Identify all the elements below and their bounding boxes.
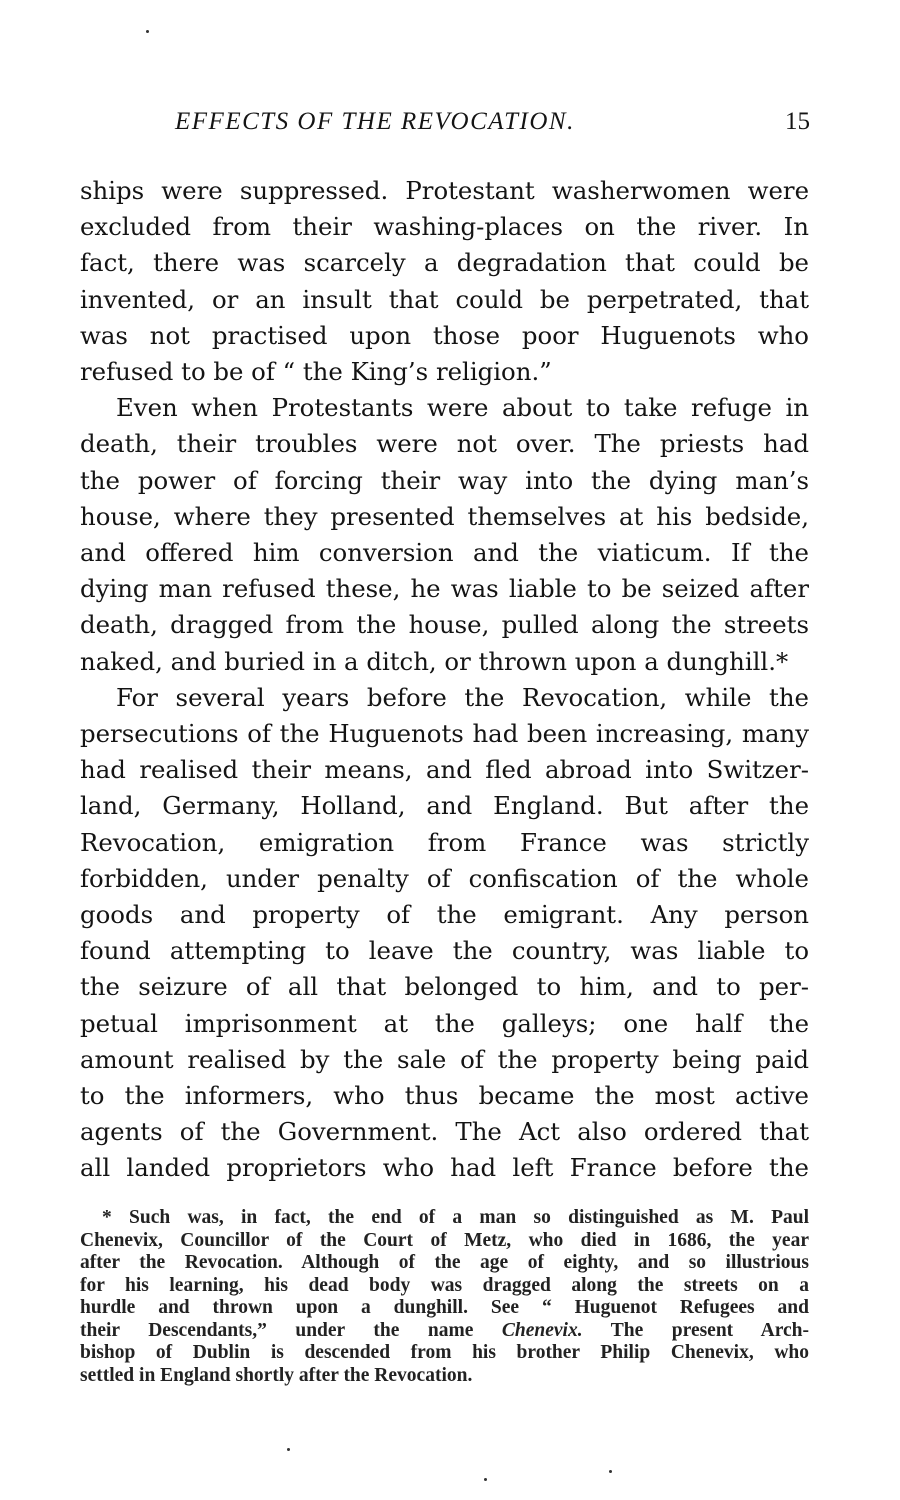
footnote-text: The present Arch- — [582, 1319, 809, 1341]
text-line: the power of forcing their way into the dying man’s — [80, 465, 809, 495]
text-line: the seizure of all that belonged to him, and to per- — [80, 972, 809, 1002]
speck-mark — [287, 1448, 290, 1451]
paragraph-3 — [80, 680, 809, 1187]
paragraph-2 — [80, 390, 809, 680]
text-line: dying man refused these, he was liable to be seized after — [80, 574, 809, 604]
page-header — [80, 100, 810, 140]
text-line: had realised their means, and fled abroad into Switzer- — [80, 755, 809, 785]
footnote-text: their Descendants,” under the name — [80, 1319, 502, 1341]
body-text — [80, 173, 809, 1187]
footnote-line: for his learning, his dead body was dragged along the streets on a — [80, 1274, 809, 1296]
text-line: ships were suppressed. Protestant washerwomen were — [80, 176, 809, 205]
speck-mark — [484, 1478, 487, 1481]
text-line: death, their troubles were not over. The priests had — [80, 429, 809, 459]
paragraph-1 — [80, 173, 809, 390]
text-line: land, Germany, Holland, and England. But after the — [80, 791, 809, 821]
text-line: goods and property of the emigrant. Any person — [80, 900, 809, 930]
footnote-line: * Such was, in fact, the end of a man so distinguished as M. Paul — [102, 1207, 809, 1228]
text-line: petual imprisonment at the galleys; one half the — [80, 1008, 809, 1038]
text-line: to the informers, who thus became the most active — [80, 1081, 809, 1111]
text-line: house, where they presented themselves at his bedside, — [80, 501, 809, 531]
speck-mark — [609, 1470, 612, 1473]
text-line: refused to be of “ the King’s religion.” — [80, 357, 552, 387]
text-line: naked, and buried in a ditch, or thrown upon a dunghill.* — [80, 646, 789, 676]
text-line: agents of the Government. The Act also ordered that — [80, 1117, 809, 1147]
footnote-line: hurdle and thrown upon a dunghill. See “ Huguenot Refugees and — [80, 1297, 809, 1318]
footnote-name-italic: Chenevix. — [501, 1319, 583, 1341]
text-line: all landed proprietors who had left France before the — [80, 1153, 809, 1183]
text-line: found attempting to leave the country, was liable to — [80, 936, 809, 966]
text-line: For several years before the Revocation, while the — [116, 682, 809, 712]
page-number: 15 — [785, 108, 810, 135]
text-line: amount realised by the sale of the property being paid — [80, 1044, 809, 1074]
text-line: death, dragged from the house, pulled along the streets — [80, 610, 809, 640]
text-line: fact, there was scarcely a degradation that could be — [80, 248, 809, 278]
footnote-line: Chenevix, Councillor of the Court of Metz, who died in 1686, the year — [80, 1229, 809, 1251]
text-line: excluded from their washing-places on the river. In — [80, 212, 809, 242]
text-line: persecutions of the Huguenots had been increasing, many — [80, 719, 809, 749]
text-line: and offered him conversion and the viaticum. If the — [80, 538, 809, 568]
running-head: EFFECTS OF THE REVOCATION. — [175, 108, 575, 135]
text-line: was not practised upon those poor Huguenots who — [80, 320, 809, 350]
text-line: invented, or an insult that could be perpetrated, that — [80, 284, 809, 314]
footnote-line: settled in England shortly after the Revocation. — [80, 1364, 473, 1386]
text-line: forbidden, under penalty of confiscation of the whole — [80, 863, 809, 893]
footnote — [80, 1207, 809, 1387]
footnote-line: after the Revocation. Although of the age of eighty, and so illustrious — [80, 1252, 809, 1273]
footnote-line — [80, 1320, 809, 1343]
text-line: Revocation, emigration from France was strictly — [80, 827, 809, 857]
speck-mark — [146, 30, 149, 33]
footnote-line: bishop of Dublin is descended from his brother Philip Chenevix, who — [80, 1342, 809, 1363]
text-line: Even when Protestants were about to take refuge in — [116, 393, 809, 423]
